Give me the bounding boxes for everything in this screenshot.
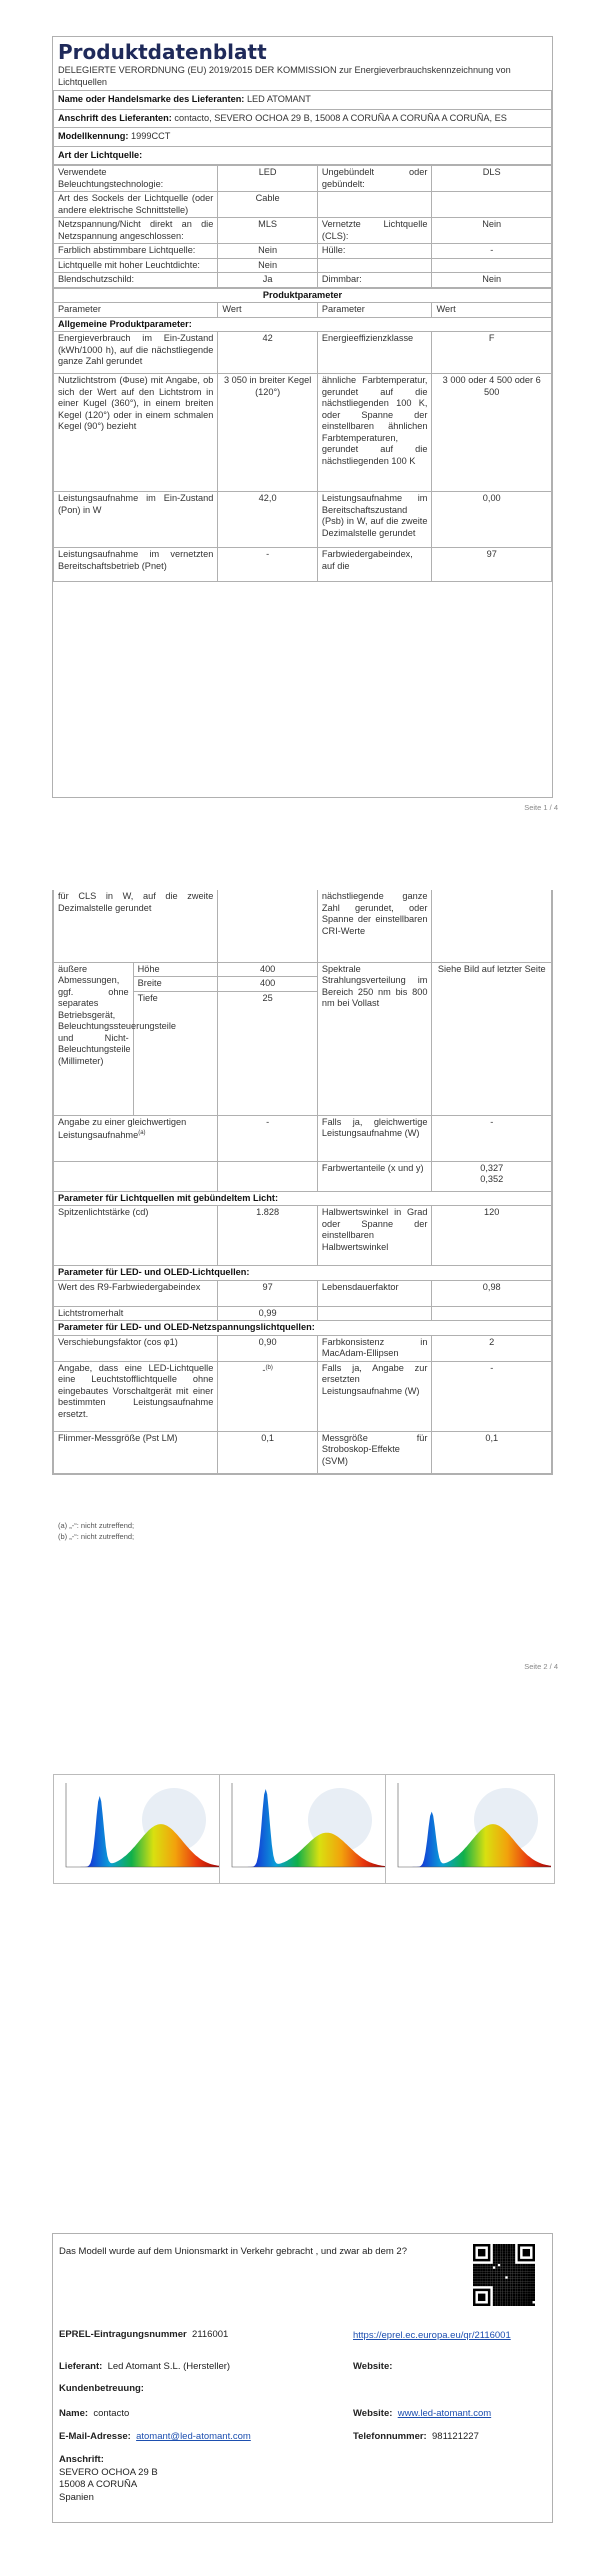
spectral-value: Siehe Bild auf letzter Seite bbox=[432, 962, 552, 1115]
stroboscopic-label: Messgröße für Stroboskop-Effekte (SVM) bbox=[317, 1431, 432, 1473]
dim-width-label: Breite bbox=[133, 977, 218, 992]
website-link[interactable]: www.led-atomant.com bbox=[397, 2408, 492, 2419]
footnote-b: (b) „-“: nicht zutreffend; bbox=[58, 1532, 135, 1541]
peak-intensity-value: 1.828 bbox=[218, 1206, 318, 1266]
address-label: Anschrift: bbox=[59, 2454, 104, 2465]
type-cell-v2 bbox=[432, 258, 552, 273]
dls-heading: Parameter für Lichtquellen mit gebündeltem Licht: bbox=[54, 1191, 552, 1206]
type-cell-l2 bbox=[317, 192, 432, 218]
beam-angle-label: Halbwertswinkel in Grad oder Spanne der einstellbaren Halbwertswinkel bbox=[317, 1206, 432, 1266]
params-continued-table bbox=[53, 890, 552, 1474]
type-row bbox=[54, 258, 552, 273]
dim-depth-value: 25 bbox=[218, 991, 318, 1115]
page-4 bbox=[0, 2233, 603, 2533]
type-cell-l1: Farblich abstimmbare Lichtquelle: bbox=[54, 244, 218, 259]
chromaticity-x: 0,327 bbox=[480, 1162, 504, 1173]
param-cell-l1: Leistungsaufnahme im vernetzten Bereitschaftsbetrieb (Pnet) bbox=[54, 548, 218, 582]
type-cell-v2: DLS bbox=[432, 166, 552, 192]
registration-box bbox=[52, 2233, 553, 2523]
dim-width-value: 400 bbox=[218, 977, 318, 992]
lumen-maintenance-label: Lichtstromerhalt bbox=[54, 1306, 218, 1321]
lumen-maintenance-value: 0,99 bbox=[218, 1306, 318, 1321]
flicker-label: Flimmer-Messgröße (Pst LM) bbox=[54, 1431, 218, 1473]
supplier-address-label: Anschrift des Lieferanten: bbox=[58, 112, 172, 123]
page-1 bbox=[0, 0, 603, 820]
type-cell-l1: Art des Sockels der Lichtquelle (oder andere elektrische Schnittstelle) bbox=[54, 192, 218, 218]
macadam-value: 2 bbox=[432, 1335, 552, 1361]
phone-label: Telefonnummer: bbox=[353, 2431, 427, 2442]
type-row bbox=[54, 244, 552, 259]
fluorescent-replacement-value: - bbox=[262, 1364, 266, 1375]
supplier-label: Lieferant: bbox=[59, 2361, 103, 2372]
type-cell-v2: - bbox=[432, 244, 552, 259]
supplier-address-value: contacto, SEVERO OCHOA 29 B, 15008 A CORUÑA A CORUÑA A CORUÑA, ES bbox=[174, 112, 507, 123]
type-cell-l2: Vernetzte Lichtquelle (CLS): bbox=[317, 218, 432, 244]
param-cell-l1: Nutzlichtstrom (Φuse) mit Angabe, ob sich der Wert auf den Lichtstrom in einer Kugel (360°), in einem breiten Kegel (120°) oder in einem schmalen Kegel (90°) bezieht bbox=[54, 374, 218, 492]
email-label: E-Mail-Adresse: bbox=[59, 2431, 131, 2442]
stroboscopic-value: 0,1 bbox=[432, 1431, 552, 1473]
col-param-2: Parameter bbox=[317, 303, 432, 318]
param-cell-l2: Energieeffizienzklasse bbox=[317, 332, 432, 374]
type-cell-v1: Ja bbox=[218, 273, 318, 288]
peak-intensity-label: Spitzenlichtstärke (cd) bbox=[54, 1206, 218, 1266]
flicker-value: 0,1 bbox=[218, 1431, 318, 1473]
type-table bbox=[53, 165, 552, 288]
footnotes bbox=[58, 1520, 134, 1542]
param-cell-l1: Energieverbrauch im Ein-Zustand (kWh/1000 h), auf die nächstliegende ganze Zahl gerundet bbox=[54, 332, 218, 374]
param-cell-l2: ähnliche Farbtemperatur, gerundet auf die nächstliegenden 100 K, oder Spanne der einstellbaren ähnlichen Farbtemperaturen, gerundet auf die nächstliegenden 100 K bbox=[317, 374, 432, 492]
product-params-table bbox=[53, 288, 552, 583]
address-block bbox=[59, 2454, 552, 2504]
customer-service-label: Kundenbetreuung: bbox=[59, 2383, 144, 2394]
type-cell-v1: LED bbox=[218, 166, 318, 192]
type-cell-v1: MLS bbox=[218, 218, 318, 244]
fluorescent-footnote-mark: (b) bbox=[265, 1364, 273, 1371]
spectrum-image-3000k bbox=[53, 1774, 223, 1884]
cont-label-1: für CLS in W, auf die zweite Dezimalstelle gerundet bbox=[54, 890, 218, 962]
type-row bbox=[54, 273, 552, 288]
email-link[interactable]: atomant@led-atomant.com bbox=[136, 2431, 251, 2442]
equiv-power-value: - bbox=[432, 1115, 552, 1161]
param-row bbox=[54, 492, 552, 548]
type-cell-l2: Ungebündelt oder gebündelt: bbox=[317, 166, 432, 192]
cosphi-value: 0,90 bbox=[218, 1335, 318, 1361]
type-cell-l2: Dimmbar: bbox=[317, 273, 432, 288]
dim-depth-label: Tiefe bbox=[133, 991, 218, 1115]
supplier-table bbox=[53, 90, 552, 165]
product-params-heading: Produktparameter bbox=[54, 288, 552, 303]
spectrum-image-4500k bbox=[219, 1774, 389, 1884]
type-cell-l1: Netzspannung/Nicht direkt an die Netzspannung angeschlossen: bbox=[54, 218, 218, 244]
param-cell-v1: 42,0 bbox=[218, 492, 318, 548]
equiv-footnote-mark: (a) bbox=[138, 1130, 146, 1136]
eprel-qr-code[interactable] bbox=[473, 2244, 535, 2306]
contact-name-value: contacto bbox=[93, 2408, 130, 2419]
type-cell-l1: Lichtquelle mit hoher Leuchtdichte: bbox=[54, 258, 218, 273]
survival-label: Lebensdauerfaktor bbox=[317, 1280, 432, 1306]
col-param-1: Parameter bbox=[54, 303, 218, 318]
general-params-heading: Allgemeine Produktparameter: bbox=[54, 317, 552, 332]
type-cell-l1: Verwendete Beleuchtungstechnologie: bbox=[54, 166, 218, 192]
col-value-2: Wert bbox=[432, 303, 552, 318]
model-value: 1999CCT bbox=[131, 131, 171, 141]
eprel-value: 2116001 bbox=[192, 2329, 229, 2340]
param-cell-v1: 3 050 in breiter Kegel (120°) bbox=[218, 374, 318, 492]
type-cell-v2: Nein bbox=[432, 273, 552, 288]
address-line-3: Spanien bbox=[59, 2491, 94, 2503]
eprel-label: EPREL-Eintragungsnummer bbox=[59, 2329, 187, 2340]
param-row bbox=[54, 548, 552, 582]
col-value-1: Wert bbox=[218, 303, 318, 318]
page-3-spectra bbox=[0, 1774, 603, 1884]
param-cell-l2: Leistungsaufnahme im Bereitschaftszustand (Psb) in W, auf die zweite Dezimalstelle gerundet bbox=[317, 492, 432, 548]
type-row bbox=[54, 218, 552, 244]
address-line-2: 15008 A CORUÑA bbox=[59, 2479, 138, 2490]
page-2 bbox=[0, 890, 603, 1680]
type-cell-v2 bbox=[432, 192, 552, 218]
address-line-1: SEVERO OCHOA 29 B bbox=[59, 2466, 158, 2478]
model-label: Modellkennung: bbox=[58, 131, 129, 141]
type-cell-l2 bbox=[317, 258, 432, 273]
supplier-name-value: LED ATOMANT bbox=[246, 94, 311, 104]
param-cell-v1: - bbox=[218, 548, 318, 582]
type-cell-v1: Nein bbox=[218, 244, 318, 259]
datasheet-box-page-1 bbox=[52, 36, 553, 798]
fluorescent-replacement-label: Angabe, dass eine LED-Lichtquelle eine Leuchtstofflichtquelle ohne eingebautes Vorschaltgerät mit einer bestimmten Leistungsaufnahme ersetzt. bbox=[54, 1361, 218, 1431]
fluorescent-power-label: Falls ja, Angabe zur ersetzten Leistungsaufnahme (W) bbox=[317, 1361, 432, 1431]
param-row bbox=[54, 374, 552, 492]
type-cell-v2: Nein bbox=[432, 218, 552, 244]
market-placement-text: Das Modell wurde auf dem Unionsmarkt in Verkehr gebracht , und zwar ab dem 2? bbox=[59, 2246, 407, 2257]
footnote-a: (a) „-“: nicht zutreffend; bbox=[58, 1521, 135, 1530]
param-cell-v1: 42 bbox=[218, 332, 318, 374]
chromaticity-y: 0,352 bbox=[480, 1174, 504, 1184]
dimensions-label: äußere Abmessungen, ggf. ohne separates Betriebsgerät, Beleuchtungssteuerungsteile und Nicht-Beleuchtungsteile (Millimeter) bbox=[54, 962, 134, 1115]
contact-name-label: Name: bbox=[59, 2408, 89, 2419]
type-cell-l1: Blendschutzschild: bbox=[54, 273, 218, 288]
equiv-power-label: Falls ja, gleichwertige Leistungsaufnahme (W) bbox=[317, 1115, 432, 1161]
page-title: Produktdatenblatt bbox=[58, 40, 267, 64]
type-cell-v1: Cable bbox=[218, 192, 318, 218]
supplier-name-label: Name oder Handelsmarke des Lieferanten: bbox=[58, 94, 245, 104]
dim-height-value: 400 bbox=[218, 962, 318, 977]
spectral-label: Spektrale Strahlungsverteilung im Bereich 250 nm bis 800 nm bei Vollast bbox=[317, 962, 432, 1115]
beam-angle-value: 120 bbox=[432, 1206, 552, 1266]
equiv-label: Angabe zu einer gleichwertigen Leistungsaufnahme bbox=[58, 1116, 187, 1141]
phone-value: 981121227 bbox=[432, 2431, 479, 2442]
type-row bbox=[54, 192, 552, 218]
r9-label: Wert des R9-Farbwiedergabeindex bbox=[54, 1280, 218, 1306]
page-number-1: Seite 1 / 4 bbox=[524, 803, 558, 812]
param-row bbox=[54, 332, 552, 374]
eprel-link[interactable]: https://eprel.ec.europa.eu/qr/2116001 bbox=[353, 2330, 511, 2341]
website-label: Website: bbox=[353, 2361, 393, 2372]
mains-heading: Parameter für LED- und OLED-Netzspannungslichtquellen: bbox=[54, 1321, 552, 1336]
param-cell-v2: 0,00 bbox=[432, 492, 552, 548]
param-cell-v2: 97 bbox=[432, 548, 552, 582]
dim-height-label: Höhe bbox=[133, 962, 218, 977]
cont-label-2: nächstliegende ganze Zahl gerundet, oder Spanne der einstellbaren CRI-Werte bbox=[317, 890, 432, 962]
chromaticity-label: Farbwertanteile (x und y) bbox=[317, 1161, 432, 1191]
param-cell-v2: 3 000 oder 4 500 oder 6 500 bbox=[432, 374, 552, 492]
equiv-value: - bbox=[218, 1115, 318, 1161]
cosphi-label: Verschiebungsfaktor (cos φ1) bbox=[54, 1335, 218, 1361]
type-row bbox=[54, 166, 552, 192]
light-type-heading: Art der Lichtquelle: bbox=[54, 146, 552, 165]
website2-label: Website: bbox=[353, 2408, 393, 2419]
type-cell-l2: Hülle: bbox=[317, 244, 432, 259]
led-heading: Parameter für LED- und OLED-Lichtquellen: bbox=[54, 1266, 552, 1281]
spectrum-graph-4500k bbox=[220, 1775, 389, 1884]
page-number-2: Seite 2 / 4 bbox=[524, 1662, 558, 1671]
datasheet-box-page-2 bbox=[52, 890, 553, 1475]
param-cell-l1: Leistungsaufnahme im Ein-Zustand (Pon) in W bbox=[54, 492, 218, 548]
macadam-label: Farbkonsistenz in MacAdam-Ellipsen bbox=[317, 1335, 432, 1361]
param-cell-v2: F bbox=[432, 332, 552, 374]
survival-value: 0,98 bbox=[432, 1280, 552, 1306]
regulation-subtitle: DELEGIERTE VERORDNUNG (EU) 2019/2015 DER KOMMISSION zur Energieverbrauchskennzeichnung von Lichtquellen bbox=[58, 65, 511, 87]
fluorescent-power-value: - bbox=[432, 1361, 552, 1431]
supplier-value: Led Atomant S.L. (Hersteller) bbox=[107, 2361, 231, 2372]
param-cell-l2: Farbwiedergabeindex, auf die bbox=[317, 548, 432, 582]
type-cell-v1: Nein bbox=[218, 258, 318, 273]
spectrum-graph-6500k bbox=[386, 1775, 555, 1884]
spectrum-graph-3000k bbox=[54, 1775, 223, 1884]
r9-value: 97 bbox=[218, 1280, 318, 1306]
spectrum-image-6500k bbox=[385, 1774, 555, 1884]
